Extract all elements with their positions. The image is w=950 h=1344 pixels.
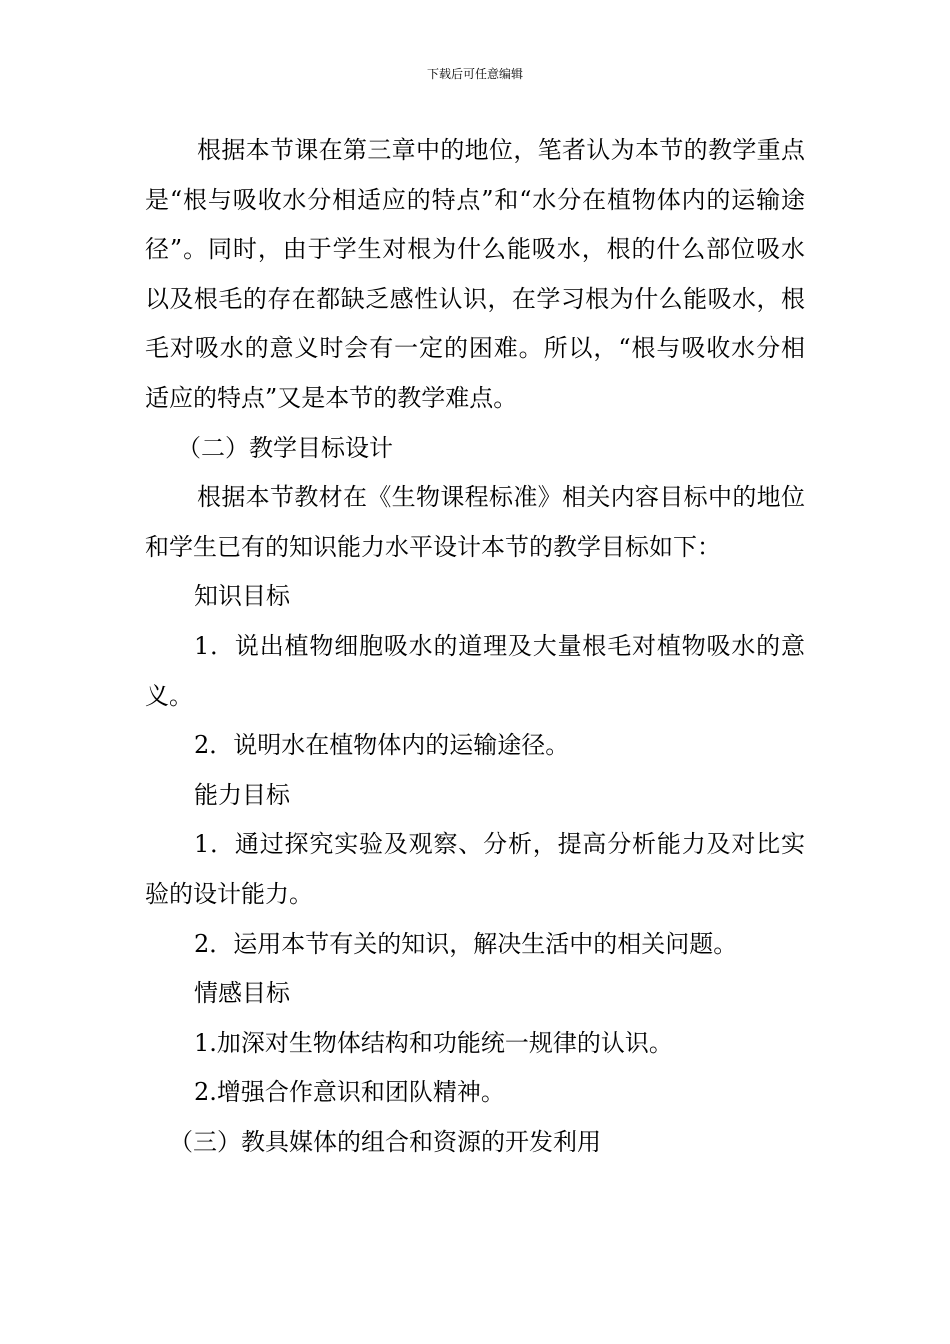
list-item-ability-2: 2．运用本节有关的知识，解决生活中的相关问题。	[194, 929, 738, 958]
subheading-emotion: 情感目标	[194, 979, 290, 1008]
heading-objectives-design: （二）教学目标设计	[177, 433, 393, 462]
paragraph-teaching-focus: 根据本节课在第三章中的地位，笔者认为本节的教学重点是“根与吸收水分相适应的特点”和“水分在植物体内的运输途径”。同时，由于学生对根为什么能吸水，根的什么部位吸水以及根毛的存在都缺乏感性认识，在学习根为什么能吸水，根毛对吸水的意义时会有一定的困难。所以，“根与吸收水分相适应的特点”又是本节的教学难点。	[145, 136, 805, 412]
list-item-knowledge-2: 2．说明水在植物体内的运输途径。	[194, 731, 570, 760]
list-item-emotion-1: 1.加深对生物体结构和功能统一规律的认识。	[194, 1028, 673, 1057]
subheading-ability: 能力目标	[194, 780, 290, 809]
list-item-ability-1: 1．通过探究实验及观察、分析，提高分析能力及对比实验的设计能力。	[145, 830, 805, 908]
document-body	[145, 126, 805, 1167]
list-item-emotion-2: 2.增强合作意识和团队精神。	[194, 1078, 505, 1107]
list-item-knowledge-1: 1．说出植物细胞吸水的道理及大量根毛对植物吸水的意义。	[145, 631, 805, 710]
page-header: 下载后可任意编辑	[426, 67, 523, 81]
subheading-knowledge: 知识目标	[194, 582, 290, 611]
paragraph-objectives-intro: 根据本节教材在《生物课程标准》相关内容目标中的地位和学生已有的知识能力水平设计本节的教学目标如下：	[145, 483, 805, 561]
heading-media-resources: （三）教具媒体的组合和资源的开发利用	[169, 1127, 601, 1156]
